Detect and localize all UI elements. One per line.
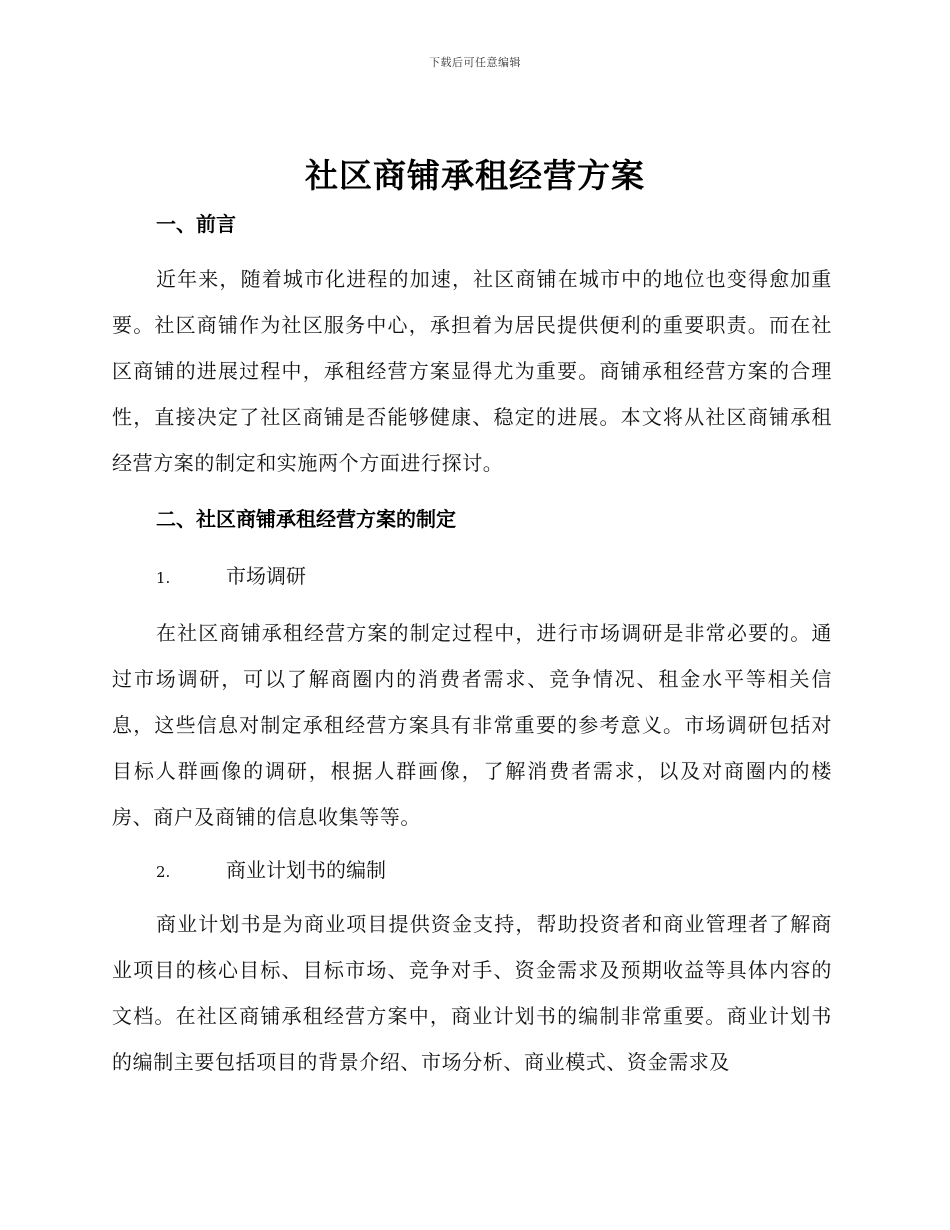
- paragraph-business-plan: 商业计划书是为商业项目提供资金支持，帮助投资者和商业管理者了解商业项目的核心目标、目标市场、竞争对手、资金需求及预期收益等具体内容的文档。在社区商铺承租经营方案中，商业计划书的编制非常重要。商业计划书的编制主要包括项目的背景介绍、市场分析、商业模式、资金需求及: [112, 912, 832, 1074]
- document-title: 社区商铺承租经营方案: [305, 156, 645, 195]
- list-item-title: 市场调研: [226, 564, 306, 588]
- header-note: 下载后可任意编辑: [429, 56, 521, 69]
- list-item-business-plan: [156, 854, 386, 883]
- section-heading-formulation: 二、社区商铺承租经营方案的制定: [156, 507, 456, 531]
- paragraph-preface: 近年来，随着城市化进程的加速，社区商铺在城市中的地位也变得愈加重要。社区商铺作为社区服务中心，承担着为居民提供便利的重要职责。而在社区商铺的进展过程中，承租经营方案显得尤为重要。商铺承租经营方案的合理性，直接决定了社区商铺是否能够健康、稳定的进展。本文将从社区商铺承租经营方案的制定和实施两个方面进行探讨。: [112, 267, 832, 475]
- list-item-number: 2.: [156, 863, 171, 881]
- section-heading-preface: 一、前言: [156, 212, 236, 236]
- list-item-number: 1.: [156, 569, 171, 587]
- paragraph-market-research: 在社区商铺承租经营方案的制定过程中，进行市场调研是非常必要的。通过市场调研，可以了解商圈内的消费者需求、竞争情况、租金水平等相关信息，这些信息对制定承租经营方案具有非常重要的参考意义。市场调研包括对目标人群画像的调研，根据人群画像，了解消费者需求，以及对商圈内的楼房、商户及商铺的信息收集等等。: [112, 621, 832, 829]
- list-item-market-research: [156, 560, 306, 589]
- list-item-title: 商业计划书的编制: [226, 858, 386, 882]
